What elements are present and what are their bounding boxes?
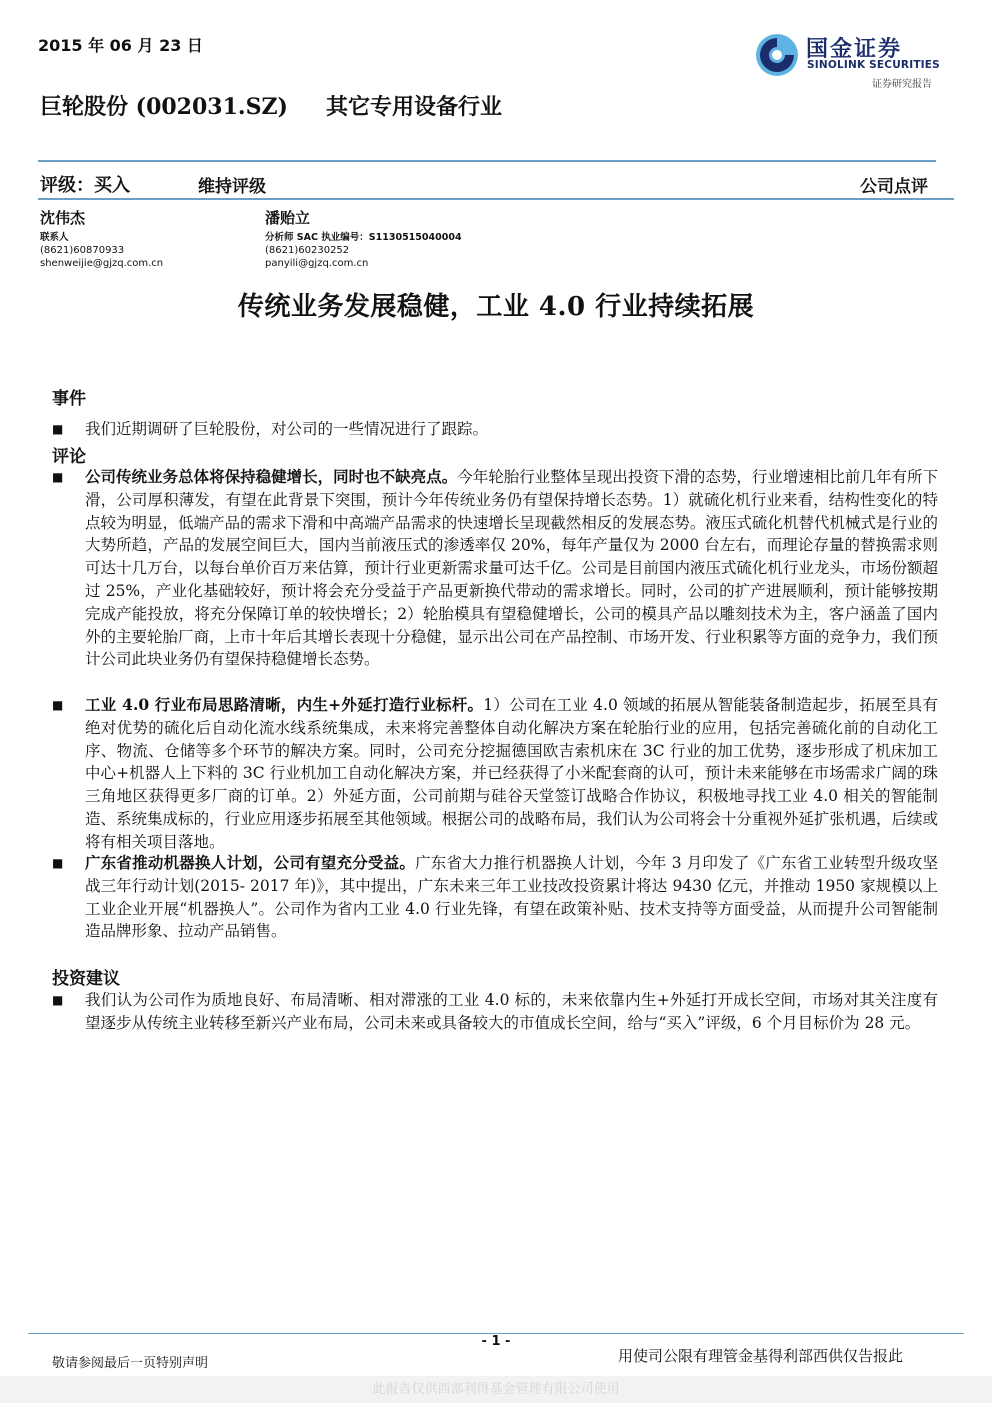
rating-change: 维持评级 — [198, 177, 266, 197]
square-bullet-icon: ■ — [52, 698, 64, 712]
item-lead: 广东省推动机器换人计划，公司有望充分受益。 — [85, 853, 416, 872]
analyst-name: 潘贻立 — [265, 209, 311, 227]
disclaimer-note: 敬请参阅最后一页特别声明 — [52, 1356, 209, 1371]
comment-item — [52, 466, 938, 671]
sinolink-logo — [754, 30, 954, 88]
logo-english-name: SINOLINK SECURITIES — [807, 59, 940, 71]
analyst-phone: (8621)60870933 — [40, 245, 125, 256]
event-item — [52, 418, 938, 441]
square-bullet-icon: ■ — [52, 993, 64, 1007]
report-date: 2015 年 06 月 23 日 — [38, 36, 203, 55]
analyst-phone: (8621)60230252 — [265, 245, 350, 256]
comment-item — [52, 694, 938, 854]
report-title: 传统业务发展稳健，工业 4.0 行业持续拓展 — [237, 292, 755, 322]
watermark-text: 此报告仅供西部利得基金管理有限公司使用 — [372, 1382, 620, 1397]
analyst-block — [265, 208, 462, 270]
rating-divider — [38, 198, 954, 200]
section-heading-advice: 投资建议 — [52, 969, 120, 989]
logo-chinese-name: 国金证券 — [806, 37, 903, 62]
analyst-name: 沈伟杰 — [40, 209, 86, 227]
square-bullet-icon: ■ — [52, 856, 64, 870]
analyst-role: 联系人 — [40, 232, 69, 243]
company-name: 巨轮股份 (002031.SZ) — [40, 94, 288, 120]
analyst-block — [40, 208, 163, 270]
item-text: 我们近期调研了巨轮股份，对公司的一些情况进行了跟踪。 — [85, 420, 489, 438]
analyst-email: shenweijie@gjzq.com.cn — [40, 258, 164, 269]
square-bullet-icon: ■ — [52, 470, 64, 484]
item-text: 1）公司在工业 4.0 领域的拓展从智能装备制造起步，拓展至具有绝对优势的硫化后自动化流水线系统集成，未来将完善整体自动化解决方案在轮胎行业的应用，包括完善硫化前的自动化工序、物流、仓储等多个环节的解决方案。同时，公司充分挖掘德国欧吉索机床在 3C 行业的加工优势，逐步形成了机床加工中心+机器人上下料的 3C 行业机加工自动化解决方案，并已经获得了小米配套商的认可，预计未来能够在市场需求广阔的珠三角地区获得更多厂商的订单。2）外延方面，公司前期与硅谷天堂签订战略合作协议，积极地寻找工业 4.0 相关的智能制造、系统集成标的，行业应用逐步拓展至其他领域。根据公司的战略布局，我们认为公司将会十分重视外延扩张机遇，后续或将有相关项目落地。 — [85, 696, 938, 851]
item-text: 广东省大力推行机器换人计划，今年 3 月印发了《广东省工业转型升级攻坚战三年行动计划(2015- 2017 年)》，其中提出，广东未来三年工业技改投资累计将达 9430 亿元，并推动 1950 家规模以上工业企业开展“机器换人”。公司作为省内工业 4.0 行业先锋，有望在政策补贴、技术支持等方面受益，从而提升公司智能制造品牌形象、拉动产品销售。 — [85, 854, 938, 941]
sinolink-logo-mark-icon — [754, 32, 800, 78]
header-divider — [38, 160, 936, 162]
page-number: - 1 - — [481, 1334, 511, 1349]
analyst-role: 分析师 SAC 执业编号：S1130515040004 — [265, 232, 462, 243]
square-bullet-icon: ■ — [52, 422, 64, 436]
comment-item — [52, 852, 938, 943]
section-heading-event: 事件 — [52, 389, 86, 409]
advice-item — [52, 989, 938, 1035]
rating: 评级：买入 — [40, 175, 130, 196]
item-lead: 公司传统业务总体将保持稳健增长，同时也不缺亮点。 — [85, 467, 458, 486]
analyst-email: panyili@gjzq.com.cn — [265, 258, 369, 269]
item-lead: 工业 4.0 行业布局思路清晰，内生+外延打造行业标杆。 — [85, 695, 484, 714]
section-heading-comment: 评论 — [52, 447, 86, 467]
footer-reversed-note: 用使司公限有理管金基得利部西供仅告报此 — [618, 1347, 904, 1365]
report-type: 公司点评 — [860, 177, 928, 197]
industry-name: 其它专用设备行业 — [326, 94, 503, 120]
watermark-bar — [0, 1376, 992, 1403]
item-text: 今年轮胎行业整体呈现出投资下滑的态势，行业增速相比前几年有所下滑，公司厚积薄发，有望在此背景下突围，预计今年传统业务仍有望保持增长态势。1）就硫化机行业来看，结构性变化的特点较为明显，低端产品的需求下滑和中高端产品需求的快速增长呈现截然相反的发展态势。液压式硫化机替代机械式是行业的大势所趋，产品的发展空间巨大，国内当前液压式的渗透率仅 20%，每年产量仅为 2000 台左右，而理论存量的替换需求则可达十几万台，以每台单价百万来估算，预计行业更新需求量可达千亿。公司是目前国内液压式硫化机行业龙头，市场份额超过 25%，产业化基础较好，预计将会充分受益于产品更新换代带动的需求增长。同时，公司的扩产进展顺利，预计能够按期完成产能投放，将充分保障订单的较快增长；2）轮胎模具有望稳健增长，公司的模具产品以雕刻技术为主，客户涵盖了国内外的主要轮胎厂商，上市十年后其增长表现十分稳健，显示出公司在产品控制、市场开发、行业积累等方面的竞争力，我们预计公司此块业务仍有望保持稳健增长态势。 — [85, 468, 938, 669]
logo-subtitle: 证券研究报告 — [872, 79, 932, 90]
item-text: 我们认为公司作为质地良好、布局清晰、相对滞涨的工业 4.0 标的，未来依靠内生+外延打开成长空间，市场对其关注度有望逐步从传统主业转移至新兴产业布局，公司未来或具备较大的市值成长空间，给与“买入”评级，6 个月目标价为 28 元。 — [85, 991, 938, 1032]
